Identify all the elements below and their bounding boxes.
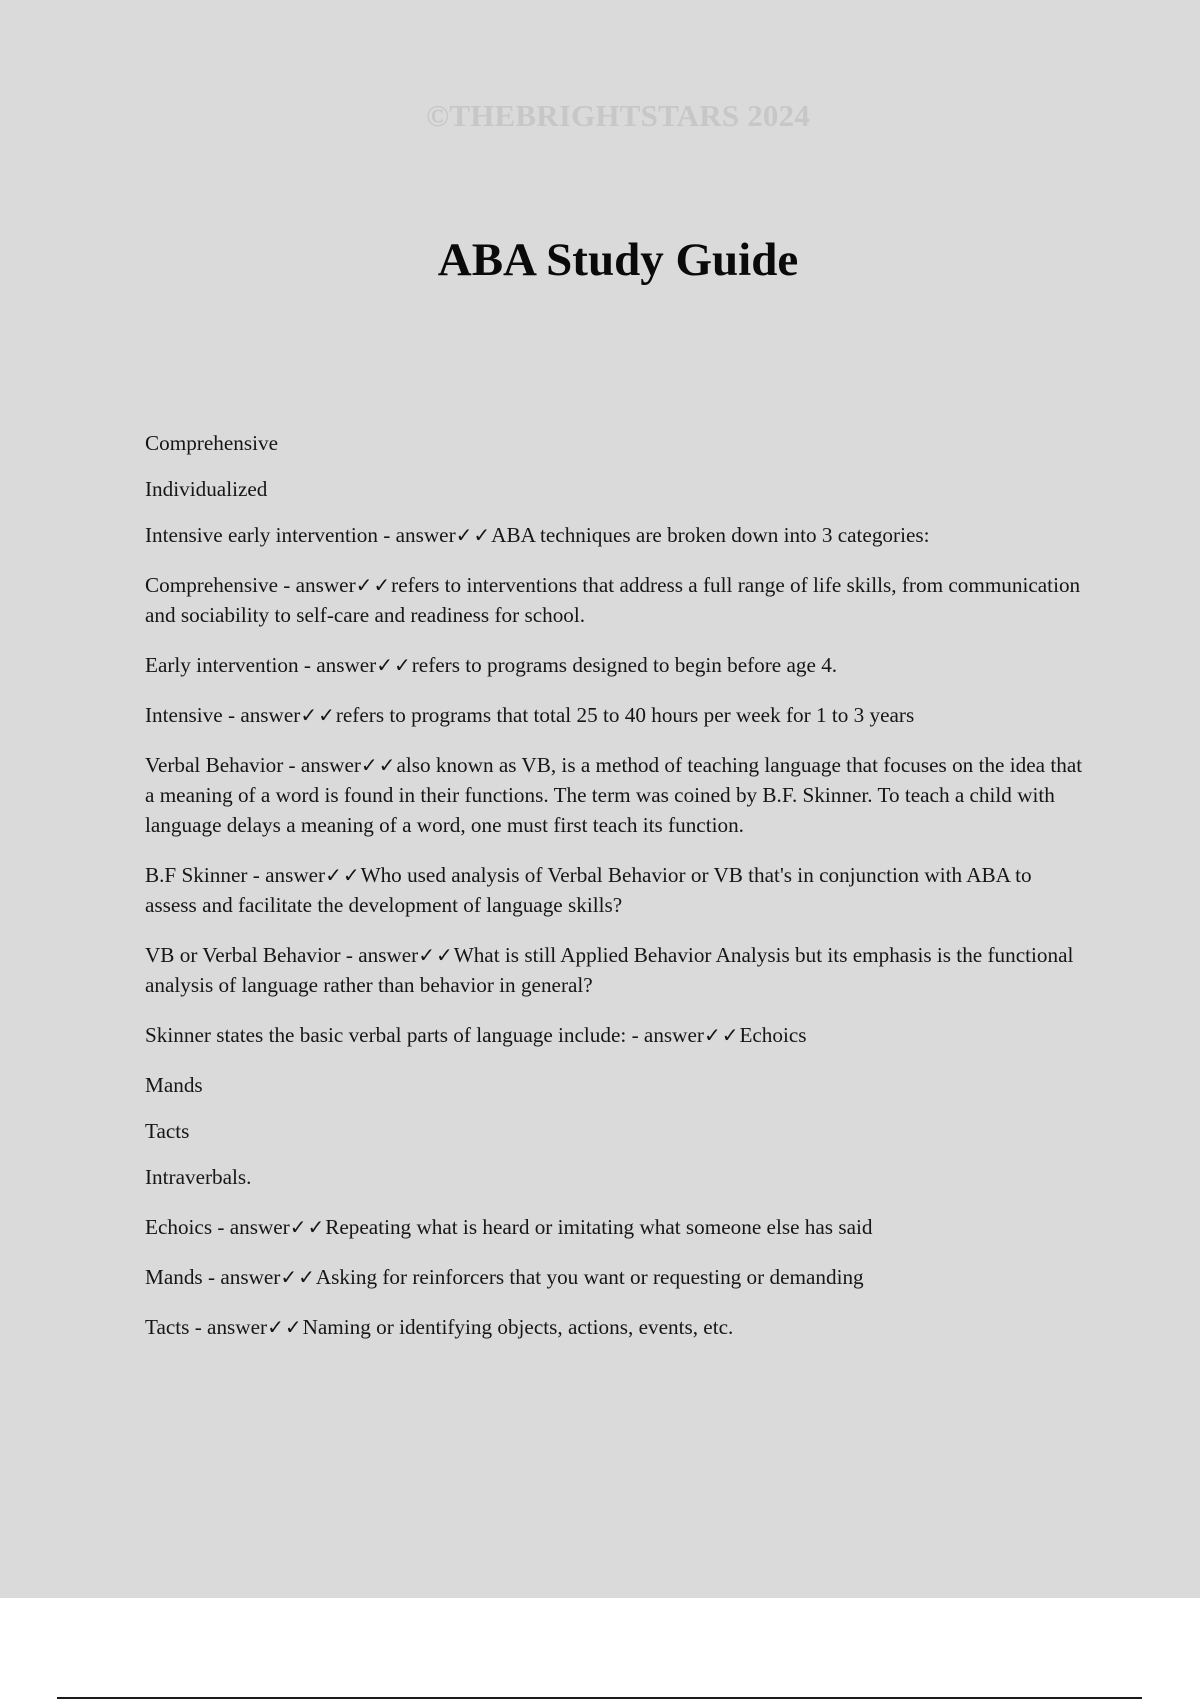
document-title: ABA Study Guide xyxy=(437,234,799,286)
double-check-icon: ✓✓ xyxy=(300,703,336,727)
double-check-icon: ✓✓ xyxy=(455,523,492,547)
double-check-icon: ✓✓ xyxy=(376,653,412,677)
entry-echoics xyxy=(145,1212,1085,1242)
entry-term: B.F Skinner - answer xyxy=(145,863,326,887)
entry-answer: Echoics xyxy=(739,1023,807,1047)
study-guide-entries xyxy=(145,428,1085,1362)
copyright-watermark: ©THEBRIGHTSTARS 2024 xyxy=(425,98,811,133)
entry-intensive-early-intervention xyxy=(145,520,1085,550)
entry-skinner-verbal-parts xyxy=(145,1020,1085,1050)
entry-mands-heading xyxy=(145,1070,1085,1100)
entry-term: Early intervention - answer xyxy=(145,653,377,677)
entry-intensive xyxy=(145,700,1085,730)
entry-early-intervention xyxy=(145,650,1085,680)
entry-verbal-behavior xyxy=(145,750,1085,840)
entry-tacts-heading xyxy=(145,1116,1085,1146)
entry-term: Skinner states the basic verbal parts of language include: - answer xyxy=(145,1023,704,1047)
entry-term: VB or Verbal Behavior - answer xyxy=(145,943,419,967)
entry-answer: Asking for reinforcers that you want or requesting or demanding xyxy=(315,1265,864,1289)
entry-intraverbals-heading xyxy=(145,1162,1085,1192)
entry-answer: refers to interventions that address a full range of life skills, from communication and sociability to self-care and readiness for school. xyxy=(145,573,1081,627)
entry-answer: Repeating what is heard or imitating what someone else has said xyxy=(325,1215,873,1239)
entry-term: Comprehensive xyxy=(145,431,278,455)
entry-answer: also known as VB, is a method of teaching language that focuses on the idea that a meaning of a word is found in their functions. The term was coined by B.F. Skinner. To teach a child with language delays a meaning of a word, one must first teach its function. xyxy=(145,753,1083,837)
entry-term: Comprehensive - answer xyxy=(145,573,356,597)
double-check-icon: ✓✓ xyxy=(267,1315,303,1339)
entry-individualized-heading xyxy=(145,474,1085,504)
entry-answer: ABA techniques are broken down into 3 categories: xyxy=(491,523,930,547)
entry-answer: refers to programs that total 25 to 40 hours per week for 1 to 3 years xyxy=(335,703,915,727)
entry-vb-or-verbal-behavior xyxy=(145,940,1085,1000)
entry-term: Mands - answer xyxy=(145,1265,281,1289)
entry-term: Intensive - answer xyxy=(145,703,301,727)
double-check-icon: ✓✓ xyxy=(418,943,454,967)
entry-term: Individualized xyxy=(145,477,268,501)
entry-answer: Naming or identifying objects, actions, events, etc. xyxy=(302,1315,734,1339)
entry-term: Verbal Behavior - answer xyxy=(145,753,361,777)
entry-mands xyxy=(145,1262,1085,1292)
double-check-icon: ✓✓ xyxy=(289,1215,326,1239)
entry-term: Tacts xyxy=(145,1119,190,1143)
entry-term: Echoics - answer xyxy=(145,1215,290,1239)
entry-answer: Who used analysis of Verbal Behavior or VB that's in conjunction with ABA to assess and facilitate the development of language skills? xyxy=(145,863,1032,917)
entry-bf-skinner xyxy=(145,860,1085,920)
entry-comprehensive-heading xyxy=(145,428,1085,458)
entry-term: Mands xyxy=(145,1073,203,1097)
entry-answer: refers to programs designed to begin before age 4. xyxy=(411,653,838,677)
entry-answer: What is still Applied Behavior Analysis but its emphasis is the functional analysis of language rather than behavior in general? xyxy=(145,943,1074,997)
entry-term: Intraverbals. xyxy=(145,1165,252,1189)
double-check-icon: ✓✓ xyxy=(325,863,361,887)
footer-divider xyxy=(57,1697,1142,1699)
entry-term: Intensive early intervention - answer xyxy=(145,523,456,547)
entry-term: Tacts - answer xyxy=(145,1315,268,1339)
entry-tacts xyxy=(145,1312,1085,1342)
double-check-icon: ✓✓ xyxy=(280,1265,316,1289)
double-check-icon: ✓✓ xyxy=(703,1023,740,1047)
entry-comprehensive xyxy=(145,570,1085,630)
double-check-icon: ✓✓ xyxy=(355,573,392,597)
double-check-icon: ✓✓ xyxy=(360,753,397,777)
